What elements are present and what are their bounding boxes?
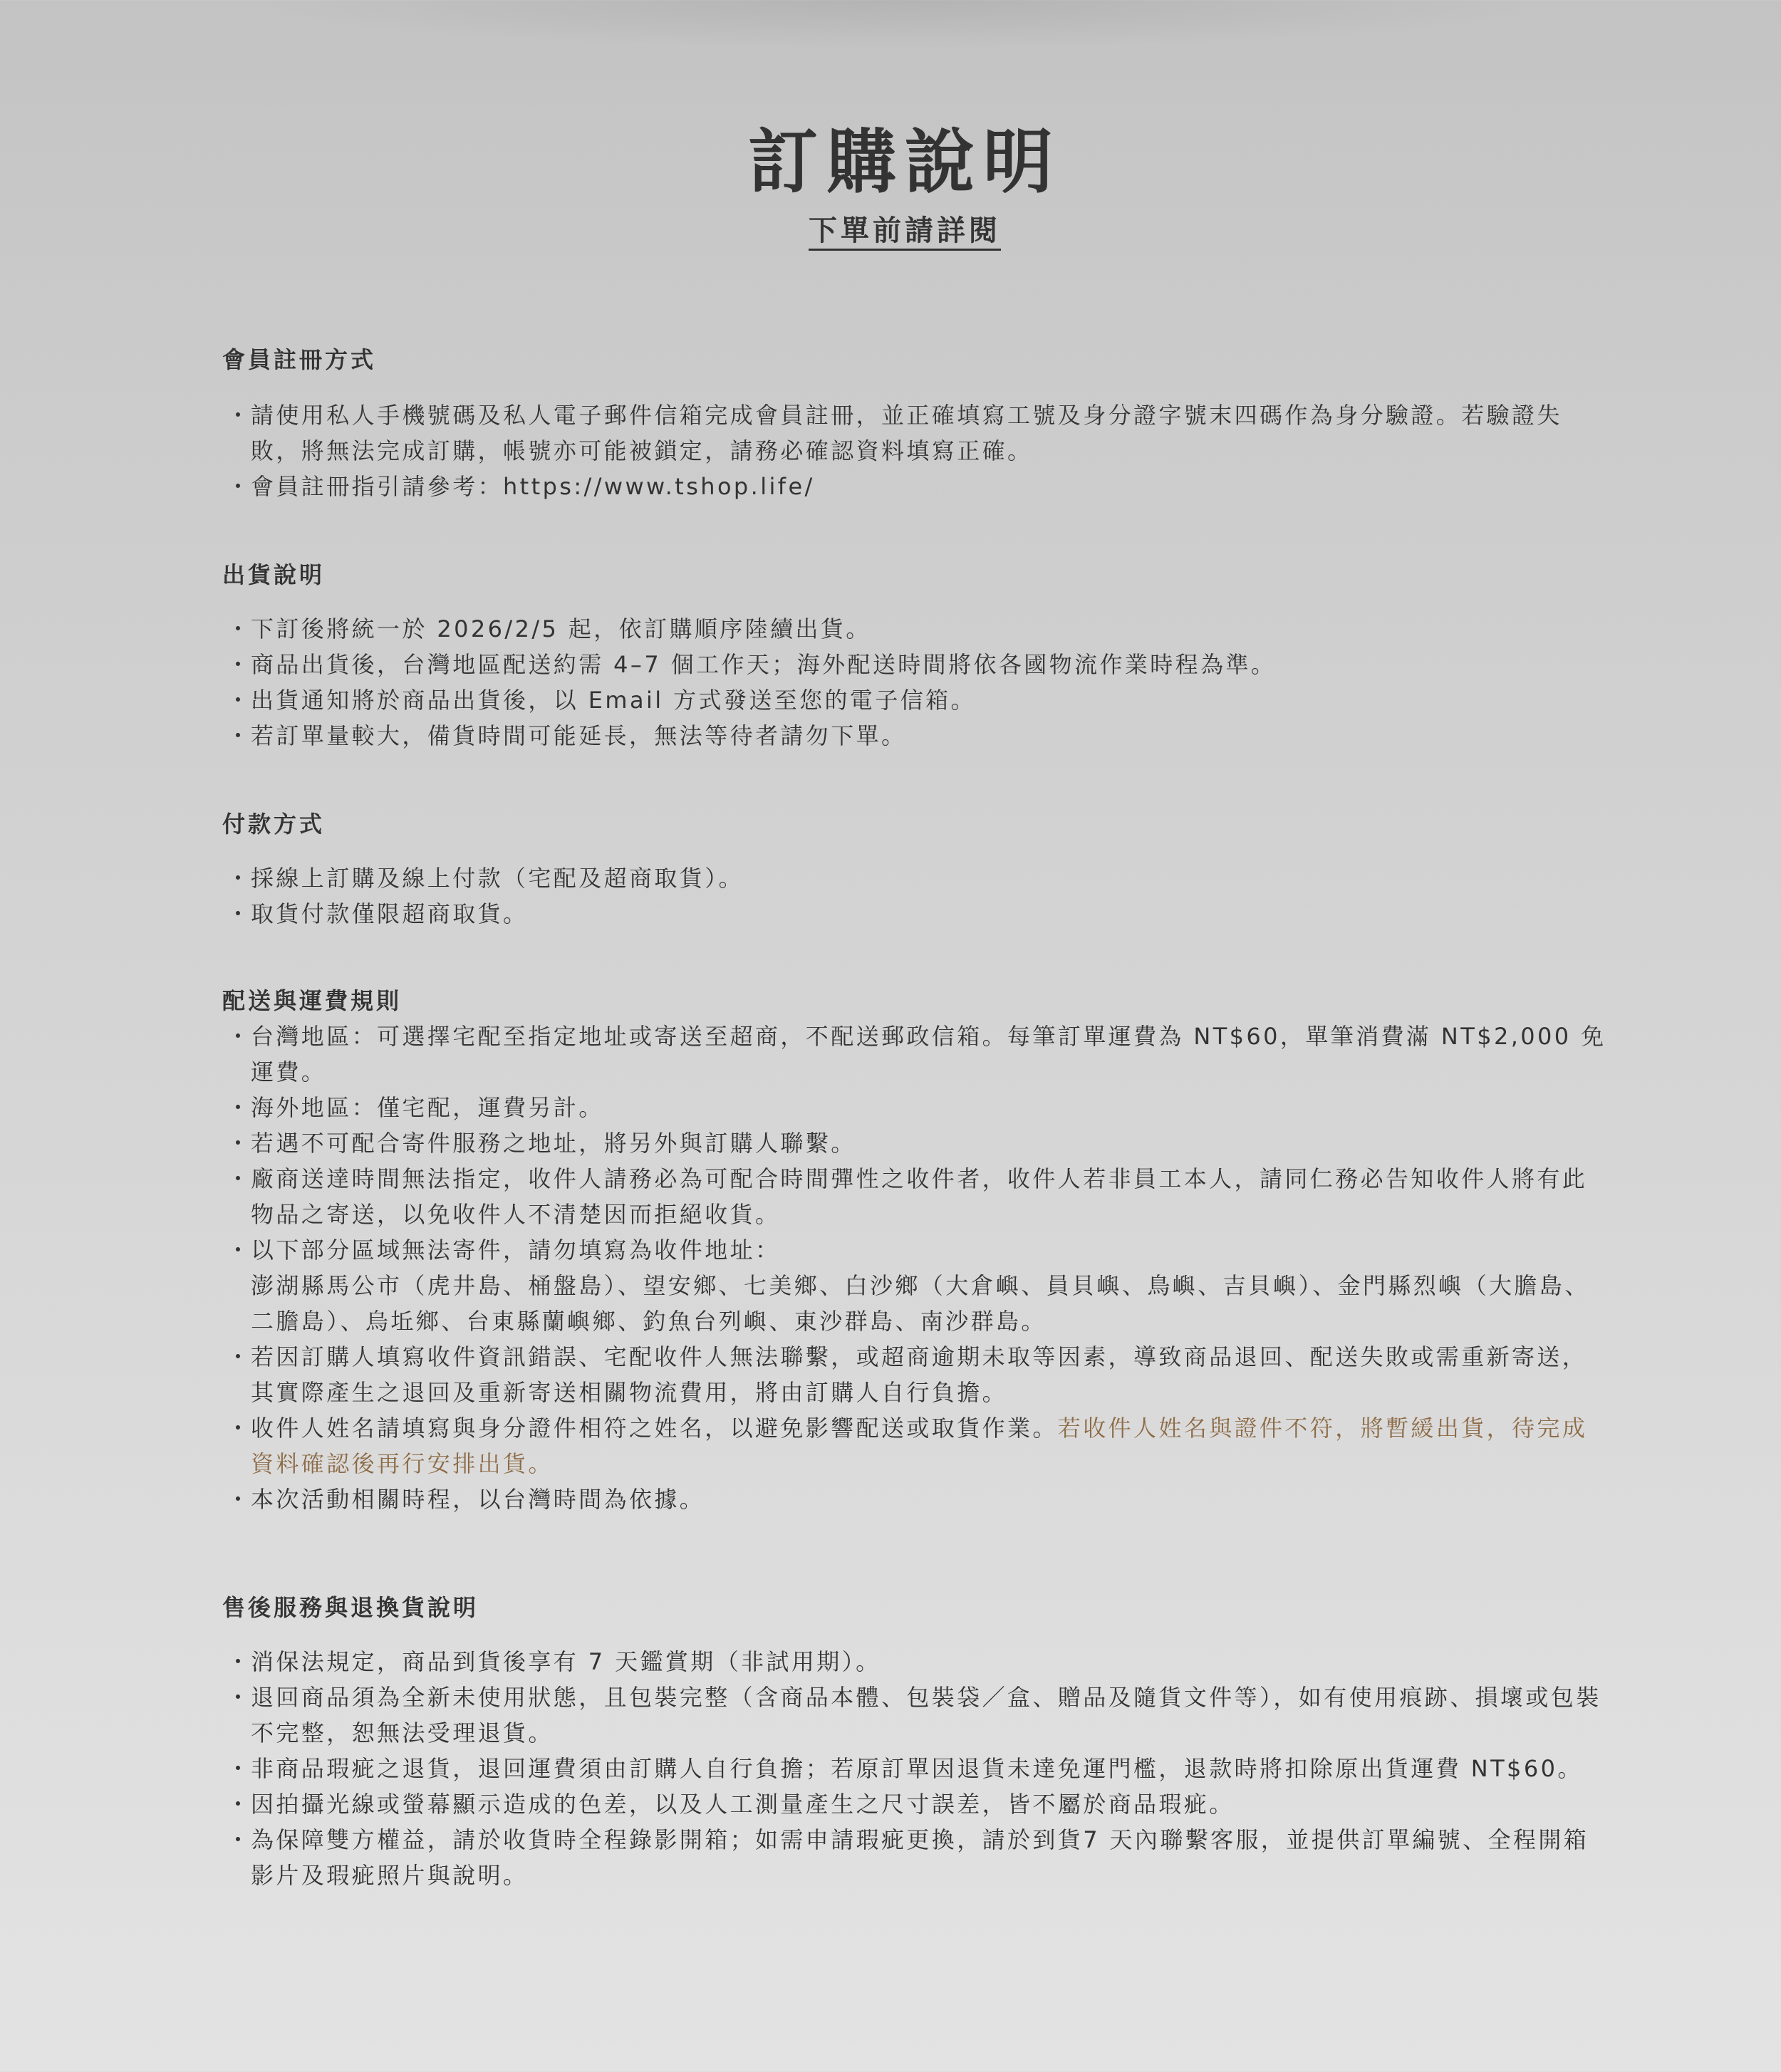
section-title-delivery: 配送與運費規則 [222,987,403,1014]
section-membership [222,342,1611,504]
bullet-icon: ・ [227,865,252,892]
bullet-icon: ・ [227,687,252,714]
list-item: ・ 退回商品須為全新未使用狀態，且包裝完整（含商品本體、包裝袋／盒、贈品及隨貨文件等），如有使用痕跡、損壞或包裝不完整，恕無法受理退貨。 [222,1680,1611,1751]
section-title-aftersales: 售後服務與退換貨說明 [222,1594,479,1621]
list-item [222,469,1611,504]
bullet-icon: ・ [227,1165,252,1192]
list-item: ・ 下訂後將統一於 2026/2/5 起，依訂購順序陸續出貨。 [222,611,1611,647]
bullet-icon: ・ [227,1023,252,1050]
list-item: ・ 若訂單量較大，備貨時間可能延長，無法等待者請勿下單。 [222,718,1611,754]
bullet-icon: ・ [227,1486,252,1513]
list-item: ・ 出貨通知將於商品出貨後，以 Email 方式發送至您的電子信箱。 [222,682,1611,718]
list-item: ・ 本次活動相關時程，以台灣時間為依據。 [222,1482,1611,1517]
aftersales-list [222,1644,1611,1893]
registration-guide-link[interactable]: 會員註冊指引請參考：https://www.tshop.life/ [251,473,815,500]
bullet-icon: ・ [227,1826,252,1853]
bullet-icon: ・ [227,1343,252,1370]
list-item: ・ 若因訂購人填寫收件資訊錯誤、宅配收件人無法聯繫，或超商逾期未取等因素，導致商品退回、配送失敗或需重新寄送，其實際產生之退回及重新寄送相關物流費用，將由訂購人自行負擔。 [222,1339,1611,1410]
membership-list [222,397,1611,504]
list-item: ・ 消保法規定，商品到貨後享有 7 天鑑賞期（非試用期）。 [222,1644,1611,1680]
list-item: ・ 採線上訂購及線上付款（宅配及超商取貨）。 [222,860,1611,896]
delivery-list [222,1019,1611,1517]
section-title-membership: 會員註冊方式 [222,346,377,373]
page-subtitle-text: 下單前請詳閱 [809,214,1001,251]
list-item: ・ 若遇不可配合寄件服務之地址，將另外與訂購人聯繫。 [222,1125,1611,1161]
section-payment [222,806,1611,932]
section-delivery [222,983,1611,1517]
list-item: ・ 收件人姓名請填寫與身分證件相符之姓名，以避免影響配送或取貨作業。若收件人姓名與證件不符，將暫緩出貨，待完成資料確認後再行安排出貨。 [222,1410,1611,1482]
bullet-icon: ・ [227,651,252,678]
page-subtitle [0,211,1781,251]
bullet-icon: ・ [227,1237,252,1264]
bullet-icon: ・ [227,1415,252,1442]
bullet-icon: ・ [227,1755,252,1782]
list-item: ・ 海外地區：僅宅配，運費另計。 [222,1090,1611,1125]
no-ship-areas: 澎湖縣馬公市（虎井島、桶盤島）、望安鄉、七美鄉、白沙鄉（大倉嶼、員貝嶼、鳥嶼、吉貝嶼）、金門縣烈嶼（大膽島、二膽島）、烏坵鄉、台東縣蘭嶼鄉、釣魚台列嶼、東沙群島、南沙群島。 [251,1272,1590,1335]
list-item: ・ 商品出貨後，台灣地區配送約需 4–7 個工作天；海外配送時間將依各國物流作業時程為準。 [222,647,1611,682]
name-warning-highlight: 若收件人姓名與證件不符，將暫緩出貨，待完成資料確認後再行安排出貨。 [251,1415,1588,1477]
bullet-icon: ・ [227,1684,252,1711]
list-item: ・ 非商品瑕疵之退貨，退回運費須由訂購人自行負擔；若原訂單因退貨未達免運門檻，退款時將扣除原出貨運費 NT$60。 [222,1751,1611,1786]
page-title: 訂購說明 [747,122,1061,203]
list-item: ・ 取貨付款僅限超商取貨。 [222,896,1611,932]
list-item: ・ 請使用私人手機號碼及私人電子郵件信箱完成會員註冊，並正確填寫工號及身分證字號末四碼作為身分驗證。若驗證失敗，將無法完成訂購，帳號亦可能被鎖定，請務必確認資料填寫正確。 [222,397,1611,469]
bullet-icon: ・ [227,473,252,500]
bullet-icon: ・ [227,1130,252,1157]
shipping-list [222,611,1611,754]
list-item: ・ 以下部分區域無法寄件，請勿填寫為收件地址： 澎湖縣馬公市（虎井島、桶盤島）、望安鄉、七美鄉、白沙鄉（大倉嶼、員貝嶼、鳥嶼、吉貝嶼）、金門縣烈嶼（大膽島、二膽島）、烏坵鄉、台東縣蘭嶼鄉、釣魚台列嶼、東沙群島、南沙群島。 [222,1232,1611,1339]
bullet-icon: ・ [227,1648,252,1675]
payment-list [222,860,1611,932]
bullet-icon: ・ [227,722,252,749]
list-item-highlighted: ・ 廠商送達時間無法指定，收件人請務必為可配合時間彈性之收件者，收件人若非員工本人，請同仁務必告知收件人將有此物品之寄送，以免收件人不清楚因而拒絕收貨。 [222,1161,1611,1232]
list-item: ・ 台灣地區：可選擇宅配至指定地址或寄送至超商，不配送郵政信箱。每筆訂單運費為 NT$60，單筆消費滿 NT$2,000 免運費。 [222,1019,1611,1090]
section-aftersales [222,1590,1611,1893]
bullet-icon: ・ [227,615,252,642]
bullet-icon: ・ [227,1094,252,1121]
bullet-icon: ・ [227,402,252,429]
section-shipping [222,557,1611,754]
section-title-shipping: 出貨說明 [222,561,326,588]
list-item: ・ 為保障雙方權益，請於收貨時全程錄影開箱；如需申請瑕疵更換，請於到貨7 天內聯繫客服，並提供訂單編號、全程開箱影片及瑕疵照片與說明。 [222,1822,1611,1893]
section-title-payment: 付款方式 [222,811,326,838]
bullet-icon: ・ [227,1791,252,1818]
list-item: ・ 因拍攝光線或螢幕顯示造成的色差，以及人工測量產生之尺寸誤差，皆不屬於商品瑕疵。 [222,1786,1611,1822]
bullet-icon: ・ [227,900,252,927]
